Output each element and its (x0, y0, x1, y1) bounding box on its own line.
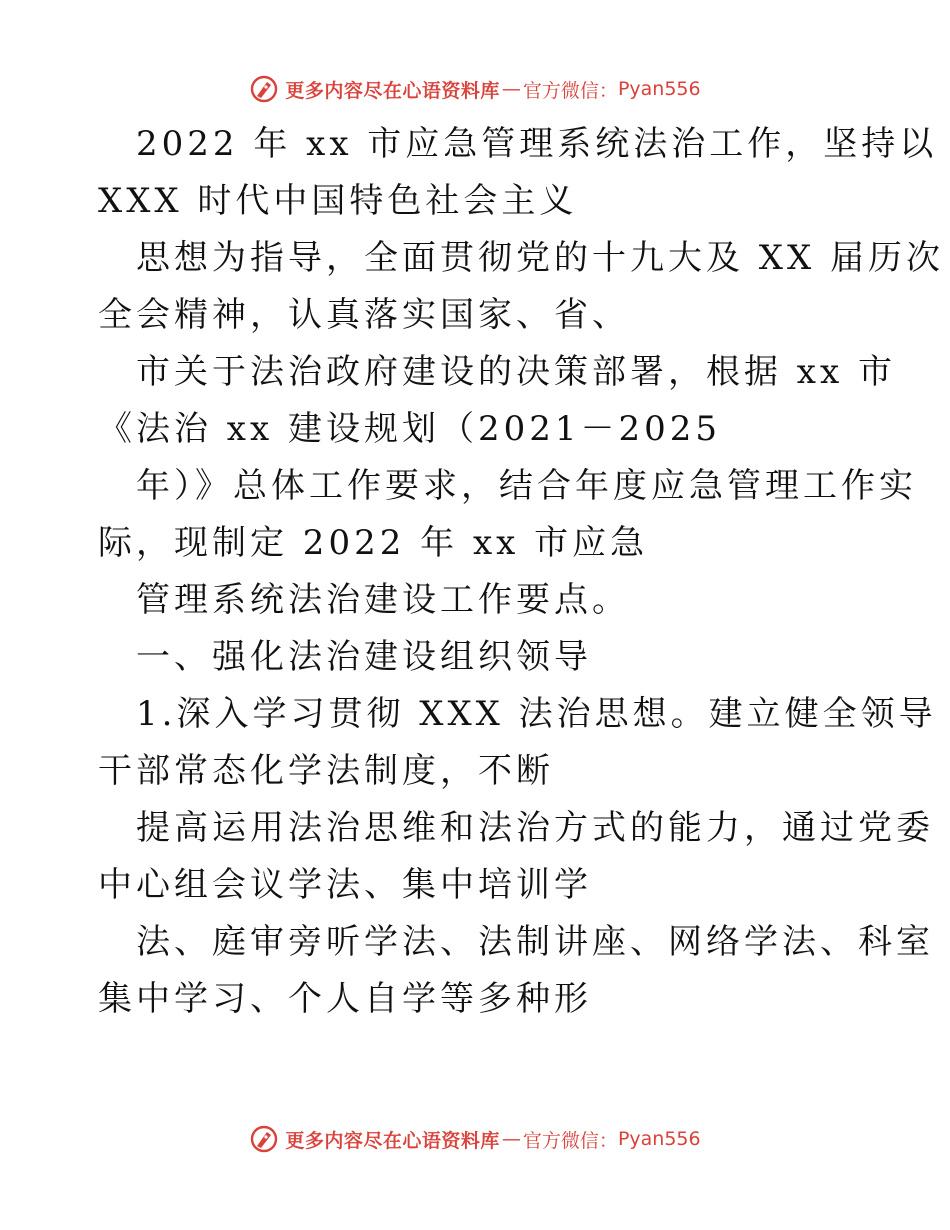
pen-nib-circle-icon (249, 1124, 279, 1154)
watermark-wechat-id: Pyan556 (617, 78, 701, 100)
paragraph-line: 提高运用法治思维和法治方式的能力，通过党委 (136, 808, 934, 848)
watermark-separator: — (501, 78, 521, 100)
watermark-slogan: 更多内容尽在心语资料库 (285, 79, 500, 102)
paragraph-line: 管理系统法治建设工作要点。 (136, 580, 630, 620)
watermark-wechat-id: Pyan556 (617, 1128, 701, 1150)
paragraph-line: 《法治 xx 建设规划（2021－2025 (98, 409, 722, 449)
paragraph-line: 1.深入学习贯彻 XXX 法治思想。建立健全领导 (136, 694, 937, 734)
watermark-wechat-label: 官方微信： (522, 1129, 618, 1152)
watermark-wechat-label: 官方微信： (522, 79, 618, 102)
watermark-slogan: 更多内容尽在心语资料库 (285, 1129, 500, 1152)
paragraph-line: 全会精神，认真落实国家、省、 (98, 295, 630, 335)
paragraph-line: 干部常态化学法制度，不断 (98, 751, 554, 791)
paragraph-line: 2022 年 xx 市应急管理系统法治工作，坚持以 (136, 124, 938, 164)
section-heading: 一、强化法治建设组织领导 (136, 637, 592, 677)
paragraph-line: XXX 时代中国特色社会主义 (98, 181, 578, 221)
bottom-watermark-banner (0, 1124, 950, 1154)
paragraph-line: 中心组会议学法、集中培训学 (98, 865, 592, 905)
document-body (98, 116, 945, 1028)
watermark-separator: — (501, 1128, 521, 1150)
paragraph-line: 年）》总体工作要求，结合年度应急管理工作实 (136, 466, 917, 506)
paragraph-line: 集中学习、个人自学等多种形 (98, 979, 592, 1019)
pen-nib-circle-icon (249, 74, 279, 104)
paragraph-line: 市关于法治政府建设的决策部署，根据 xx 市 (136, 352, 896, 392)
paragraph-line: 际，现制定 2022 年 xx 市应急 (98, 523, 649, 563)
paragraph-line: 思想为指导，全面贯彻党的十九大及 XX 届历次 (136, 238, 945, 278)
top-watermark-banner (0, 74, 950, 104)
paragraph-line: 法、庭审旁听学法、法制讲座、网络学法、科室 (136, 922, 934, 962)
